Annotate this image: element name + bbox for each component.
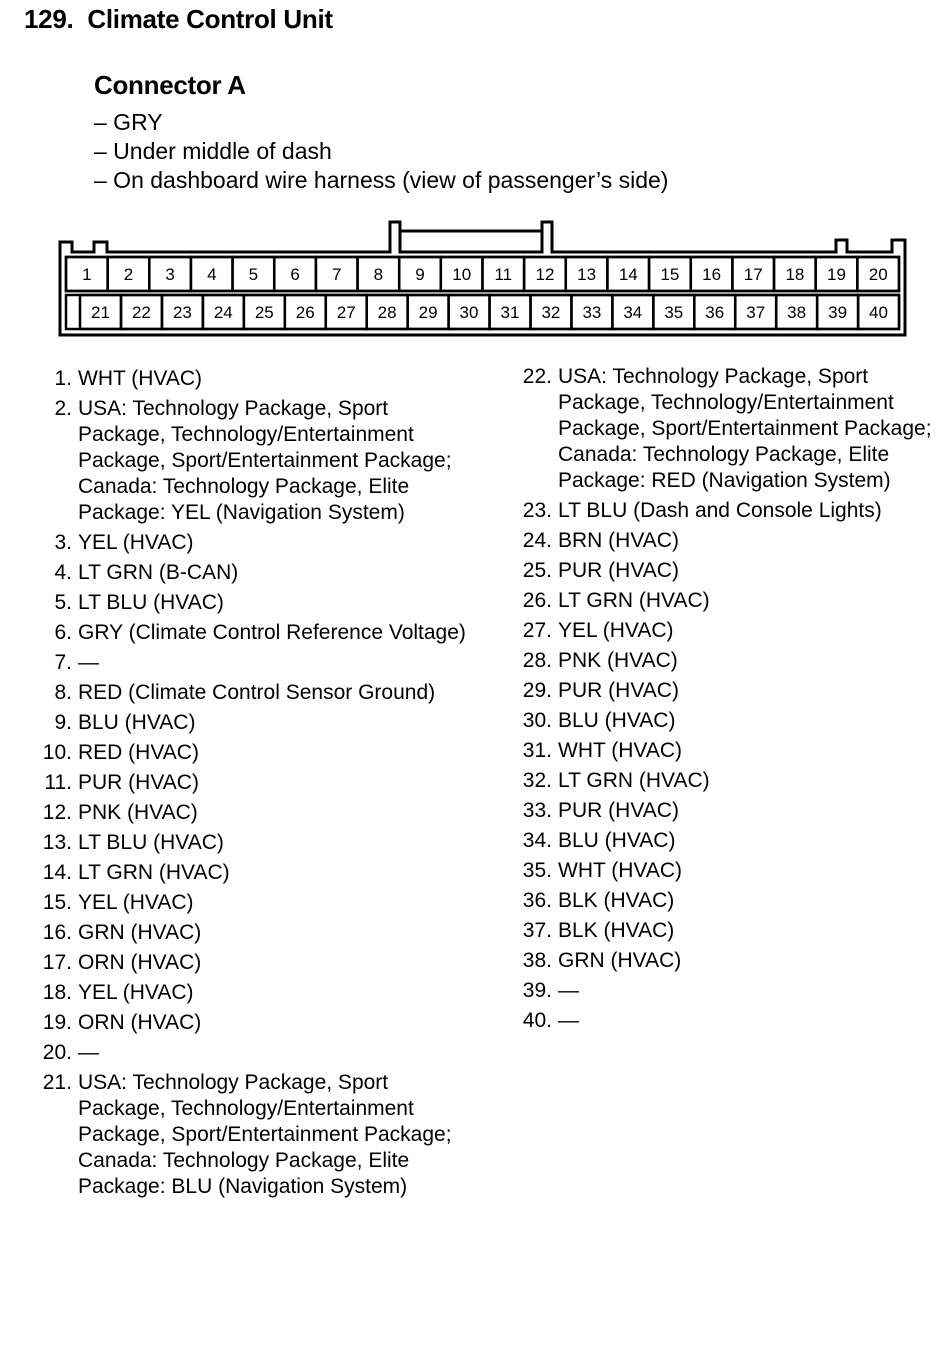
pin-entry (516, 708, 936, 734)
pin-entry (516, 1008, 936, 1034)
pin-entry (516, 558, 936, 584)
pin-number: 18. (42, 981, 72, 1004)
cavity-label: 7 (331, 265, 342, 284)
note-location: – Under middle of dash (94, 138, 332, 164)
pin-entry (36, 560, 476, 586)
pin-description: LT GRN (B-CAN) (78, 561, 239, 584)
cavity-label: 11 (494, 265, 513, 284)
pin-description: GRN (HVAC) (78, 921, 202, 944)
section-number: 129. (24, 4, 74, 34)
pin-number: 39. (522, 979, 552, 1002)
pin-number: 38. (522, 949, 552, 972)
pin-entry (516, 498, 936, 524)
pin-description: BLK (HVAC) (558, 889, 675, 912)
pin-description: BLU (HVAC) (558, 709, 676, 732)
cavity-label: 37 (746, 303, 766, 322)
pin-number: 32. (522, 769, 552, 792)
cavity-label: 39 (828, 303, 848, 322)
pin-description: YEL (HVAC) (78, 531, 194, 554)
pin-number: 25. (522, 559, 552, 582)
pin-number: 40. (522, 1009, 552, 1032)
pin-number: 29. (522, 679, 552, 702)
pin-entry (516, 678, 936, 704)
pin-number: 1. (54, 367, 72, 390)
cavity-label: 32 (541, 303, 561, 322)
cavity-label: 38 (787, 303, 807, 322)
pin-description: WHT (HVAC) (558, 739, 683, 762)
connector-heading: Connector A (94, 70, 246, 100)
pin-entry (516, 364, 936, 494)
pin-number: 19. (42, 1011, 72, 1034)
note-harness: – On dashboard wire harness (view of passenger’s side) (94, 167, 669, 193)
cavity-label: 26 (295, 303, 315, 322)
pin-number: 21. (42, 1071, 72, 1094)
pin-number: 27. (522, 619, 552, 642)
pin-number: 12. (42, 801, 72, 824)
cavity-label: 33 (582, 303, 602, 322)
pin-entry (516, 888, 936, 914)
pin-number: 26. (522, 589, 552, 612)
pin-description: PUR (HVAC) (558, 799, 679, 822)
pin-description: — (558, 979, 579, 1002)
pin-number: 15. (42, 891, 72, 914)
cavity-label: 34 (623, 303, 643, 322)
cavity-label: 12 (535, 265, 555, 284)
pin-entry (516, 948, 936, 974)
pin-description: RED (Climate Control Sensor Ground) (78, 681, 436, 704)
pin-entry (36, 620, 476, 646)
cavity-label: 40 (869, 303, 888, 322)
cavity-label: 35 (664, 303, 684, 322)
pin-number: 33. (522, 799, 552, 822)
pin-entry (36, 800, 476, 826)
pin-description: ORN (HVAC) (78, 951, 202, 974)
pin-entry (36, 860, 476, 886)
cavity-label: 36 (705, 303, 725, 322)
pin-number: 36. (522, 889, 552, 912)
pin-description: LT GRN (HVAC) (78, 861, 230, 884)
pin-description: — (78, 1041, 99, 1064)
cavity-label: 15 (660, 265, 680, 284)
cavity-label: 20 (868, 265, 888, 284)
note-color: – GRY (94, 109, 163, 135)
cavity-label: 21 (91, 303, 110, 322)
pin-description: PUR (HVAC) (78, 771, 199, 794)
pin-entry (36, 530, 476, 556)
pin-number: 8. (54, 681, 72, 704)
pin-entry (516, 648, 936, 674)
pin-entry (516, 528, 936, 554)
pin-entry (36, 830, 476, 856)
cavity-label: 25 (254, 303, 274, 322)
pin-number: 16. (42, 921, 72, 944)
pin-number: 4. (54, 561, 72, 584)
pin-entry (36, 890, 476, 916)
pin-entry (36, 1010, 476, 1036)
pin-number: 5. (54, 591, 72, 614)
pin-number: 35. (522, 859, 552, 882)
pin-description: YEL (HVAC) (78, 981, 194, 1004)
pin-description: USA: Technology Package, Sport Package, Technology/Entertainment Package, Sport/Entertainment Package; Canada: Technology Package, Elite Package: BLU (Navigation System) (78, 1071, 452, 1198)
pin-number: 22. (522, 365, 552, 388)
pin-description: BLK (HVAC) (558, 919, 675, 942)
pin-description: GRY (Climate Control Reference Voltage) (78, 621, 466, 644)
pin-entry (36, 650, 476, 676)
pin-description: — (558, 1009, 579, 1032)
pin-entry (516, 978, 936, 1004)
pin-description: PUR (HVAC) (558, 679, 679, 702)
cavity-label: 27 (336, 303, 356, 322)
section-title: Climate Control Unit (87, 4, 333, 34)
pin-description: GRN (HVAC) (558, 949, 682, 972)
pin-description: BLU (HVAC) (78, 711, 196, 734)
cavity-label: 29 (418, 303, 438, 322)
pin-entry (36, 980, 476, 1006)
pin-entry (516, 858, 936, 884)
pin-entry (36, 710, 476, 736)
cavity-label: 30 (459, 303, 479, 322)
pin-entry (36, 920, 476, 946)
cavity-label: 2 (123, 265, 134, 284)
cavity-label: 5 (248, 265, 259, 284)
cavity-label: 31 (500, 303, 520, 322)
pin-entry (516, 918, 936, 944)
pin-description: PUR (HVAC) (558, 559, 679, 582)
cavity-label: 1 (82, 265, 92, 284)
pin-description: PNK (HVAC) (78, 801, 198, 824)
cavity-label: 28 (377, 303, 397, 322)
pin-description: BLU (HVAC) (558, 829, 676, 852)
cavity-label: 23 (172, 303, 192, 322)
cavity-label: 8 (373, 265, 384, 284)
pin-description: RED (HVAC) (78, 741, 199, 764)
pin-description: LT GRN (HVAC) (558, 769, 710, 792)
pin-description: USA: Technology Package, Sport Package, Technology/Entertainment Package, Sport/Entertainment Package; Canada: Technology Package, Elite Package: YEL (Navigation System) (78, 397, 452, 524)
pin-entry (36, 1040, 476, 1066)
cavity-label: 9 (415, 265, 425, 284)
pin-number: 7. (54, 651, 72, 674)
pin-description: LT BLU (HVAC) (78, 591, 224, 614)
pin-entry (36, 366, 476, 392)
pin-number: 2. (54, 397, 72, 420)
pin-entry (516, 618, 936, 644)
pin-entry (516, 588, 936, 614)
pin-number: 37. (522, 919, 552, 942)
pin-entry (516, 828, 936, 854)
pin-number: 28. (522, 649, 552, 672)
pin-list-right (516, 364, 936, 1038)
pin-description: PNK (HVAC) (558, 649, 678, 672)
cavity-label: 3 (165, 265, 175, 284)
pin-description: USA: Technology Package, Sport Package, Technology/Entertainment Package, Sport/Entertainment Package; Canada: Technology Package, Elite Package: RED (Navigation System) (558, 365, 932, 492)
pin-number: 6. (54, 621, 72, 644)
pin-number: 23. (522, 499, 552, 522)
cavity-label: 19 (827, 265, 846, 284)
connector-diagram (0, 0, 944, 345)
pin-entry (516, 798, 936, 824)
pin-list-left (36, 366, 476, 1204)
cavity-label: 17 (743, 265, 763, 284)
pin-description: YEL (HVAC) (78, 891, 194, 914)
cavity-label: 22 (131, 303, 151, 322)
pin-entry (516, 768, 936, 794)
pin-description: WHT (HVAC) (78, 367, 203, 390)
pin-number: 20. (42, 1041, 72, 1064)
pin-number: 14. (42, 861, 72, 884)
cavity-label: 18 (785, 265, 805, 284)
pin-description: — (78, 651, 99, 674)
pin-description: ORN (HVAC) (78, 1011, 202, 1034)
pin-number: 13. (42, 831, 72, 854)
pin-entry (36, 1070, 476, 1200)
pin-description: LT BLU (Dash and Console Lights) (558, 499, 882, 522)
pin-entry (36, 740, 476, 766)
pin-entry (36, 950, 476, 976)
pin-entry (516, 738, 936, 764)
pin-number: 10. (42, 741, 72, 764)
cavity-label: 10 (452, 265, 472, 284)
pin-entry (36, 680, 476, 706)
pin-description: WHT (HVAC) (558, 859, 683, 882)
pin-number: 11. (44, 771, 72, 794)
pin-description: LT BLU (HVAC) (78, 831, 224, 854)
pin-number: 31. (522, 739, 552, 762)
cavity-label: 6 (290, 265, 300, 284)
pin-number: 24. (522, 529, 552, 552)
cavity-label: 13 (577, 265, 597, 284)
pin-number: 9. (54, 711, 72, 734)
pin-number: 17. (42, 951, 72, 974)
pin-description: YEL (HVAC) (558, 619, 674, 642)
pin-entry (36, 590, 476, 616)
cavity-label: 14 (618, 265, 638, 284)
pin-number: 30. (522, 709, 552, 732)
cavity-label: 24 (213, 303, 233, 322)
pin-number: 34. (522, 829, 552, 852)
pin-description: LT GRN (HVAC) (558, 589, 710, 612)
cavity-label: 16 (702, 265, 722, 284)
pin-description: BRN (HVAC) (558, 529, 679, 552)
pin-entry (36, 396, 476, 526)
pin-number: 3. (54, 531, 72, 554)
pin-entry (36, 770, 476, 796)
cavity-label: 4 (207, 265, 217, 284)
